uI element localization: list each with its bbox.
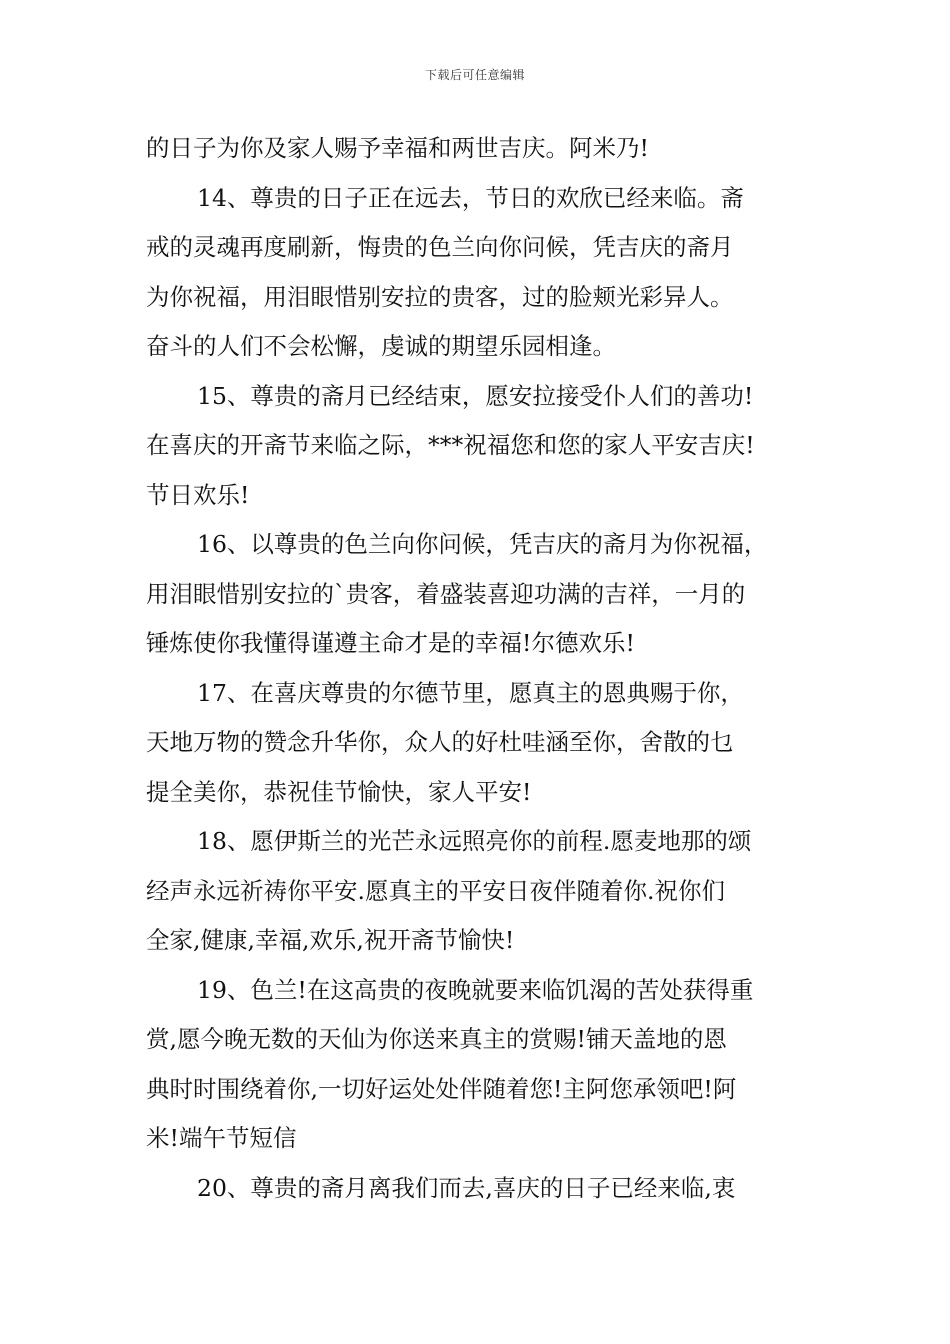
- paragraph-line: 典时时围绕着你,一切好运处处伴随着您!主阿您承领吧!阿: [146, 1074, 737, 1103]
- paragraph-line: 奋斗的人们不会松懈，虔诚的期望乐园相逢。: [146, 332, 616, 360]
- document-body: [146, 124, 814, 1213]
- paragraph-line: 在喜庆的开斋节来临之际，***祝福您和您的家人平安吉庆!: [146, 431, 755, 459]
- paragraph-line: 的日子为你及家人赐予幸福和两世吉庆。阿米乃!: [146, 134, 649, 162]
- paragraph-first-line: 20、尊贵的斋月离我们而去,喜庆的日子已经来临,衷: [197, 1173, 736, 1202]
- paragraph-first-line: 15、尊贵的斋月已经结束，愿安拉接受仆人们的善功!: [197, 381, 754, 410]
- page-header-note: 下载后可任意编辑: [424, 68, 525, 82]
- paragraph-line: 戒的灵魂再度刷新，悔贵的色兰向你问候，凭吉庆的斋月: [146, 233, 734, 261]
- paragraph-first-line: 17、在喜庆尊贵的尔德节里，愿真主的恩典赐于你，: [197, 678, 744, 707]
- paragraph-line: 锤炼使你我懂得谨遵主命才是的幸福!尔德欢乐!: [146, 629, 635, 657]
- paragraph-first-line: 19、色兰!在这高贵的夜晚就要来临饥渴的苦处获得重: [197, 975, 754, 1004]
- paragraph-line: 用泪眼惜别安拉的`贵客，着盛装喜迎功满的吉祥，一月的: [146, 579, 746, 608]
- paragraph-line: 为你祝福，用泪眼惜别安拉的贵客，过的脸颊光彩异人。: [146, 282, 734, 311]
- paragraph-line: 米!端午节短信: [146, 1124, 297, 1152]
- paragraph-first-line: 18、愿伊斯兰的光芒永远照亮你的前程.愿麦地那的颂: [197, 827, 752, 855]
- paragraph-first-line: 14、尊贵的日子正在远去，节日的欢欣已经来临。斋: [197, 183, 744, 212]
- paragraph-line: 提全美你，恭祝佳节愉快，家人平安!: [146, 777, 532, 806]
- paragraph-line: 全家,健康,幸福,欢乐,祝开斋节愉快!: [146, 926, 515, 954]
- paragraph-line: 天地万物的赞念升华你，众人的好杜哇涵至你，舍散的乜: [146, 728, 734, 756]
- paragraph-line: 经声永远祈祷你平安.愿真主的平安日夜伴随着你.祝你们: [146, 876, 725, 905]
- paragraph-line: 节日欢乐!: [146, 480, 250, 509]
- paragraph-first-line: 16、以尊贵的色兰向你问候，凭吉庆的斋月为你祝福，: [197, 530, 768, 558]
- paragraph-line: 赏,愿今晚无数的天仙为你送来真主的赏赐!铺天盖地的恩: [146, 1025, 727, 1053]
